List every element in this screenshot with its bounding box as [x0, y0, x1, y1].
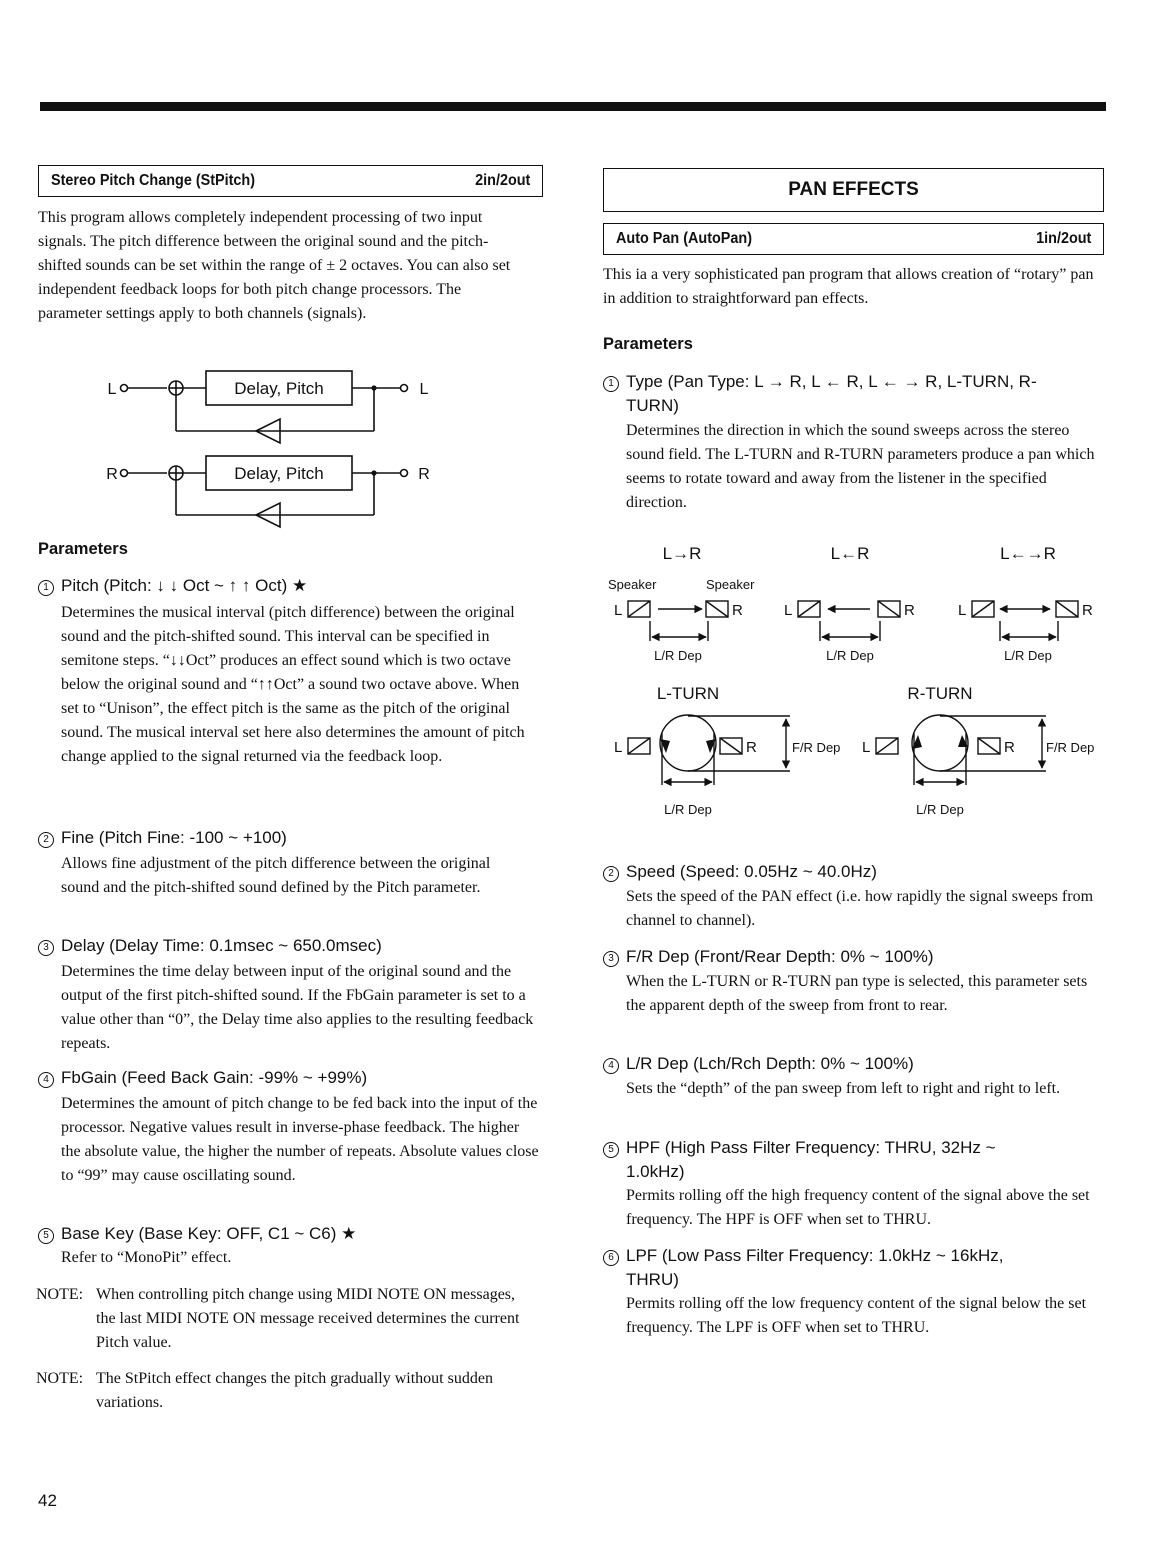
- diagram-block-r-label: Delay, Pitch: [234, 464, 324, 483]
- lr-depth-label-2: L/R Dep: [826, 648, 874, 663]
- lr-depth-label-5: L/R Dep: [916, 802, 964, 817]
- param-number-badge: 4: [603, 1058, 619, 1074]
- lrl-r-label: R: [1082, 602, 1093, 619]
- autopan-param-5-title: 5 HPF (High Pass Filter Frequency: THRU, 32Hz ~: [603, 1136, 996, 1160]
- stpitch-param-5-desc: Refer to “MonoPit” effect.: [61, 1249, 232, 1266]
- stpitch-param-5-title: 5 Base Key (Base Key: OFF, C1 ~ C6) ★: [38, 1222, 356, 1246]
- param-number-badge: 5: [603, 1142, 619, 1158]
- stpitch-param-2-title: 2 Fine (Pitch Fine: -100 ~ +100): [38, 826, 287, 850]
- diagram-out-l: L: [419, 381, 429, 398]
- autopan-param-2-desc: Sets the speed of the PAN effect (i.e. how rapidly the signal sweeps from channel to channel).: [626, 888, 1094, 929]
- diagram-in-l: L: [107, 381, 117, 398]
- stpitch-note-2: [36, 1367, 536, 1415]
- lr-depth-label-3: L/R Dep: [1004, 648, 1052, 663]
- stpitch-param-1-desc: Determines the musical interval (pitch difference) between the original sound and the pitch-shifted sound. This interval can be specified in semitone steps. “↓↓Oct” produces an effect sound which is two octave below the original sound and “↑↑Oct” a sound two octave above. When set to “Unison”, the effect pitch is the same as the pitch of the original sound. The musical interval set here also determines the amount of pitch change applied to the signal returned via the feedback loop.: [61, 604, 525, 765]
- speaker-label-right: Speaker: [706, 577, 755, 592]
- r-turn-title: R-TURN: [907, 684, 973, 703]
- lturn-l-label: L: [614, 739, 623, 756]
- stpitch-note-1: [36, 1283, 536, 1355]
- lr-l-label: L: [614, 602, 623, 619]
- pan-effects-section-title: PAN EFFECTS: [788, 179, 919, 200]
- stpitch-param-3-desc: Determines the time delay between input of the original sound and the output of the first pitch-shifted sound. If the FbGain parameter is set to a value other than “0”, the Delay time also applies to the resulting feedback repeats.: [61, 963, 534, 1052]
- stpitch-param-1-title: 1 Pitch (Pitch: ↓ ↓ Oct ~ ↑ ↑ Oct) ★: [38, 574, 307, 598]
- param-number-badge: 2: [38, 832, 54, 848]
- pan-type-diagram: [600, 535, 1100, 835]
- autopan-param-2-title: 2 Speed (Speed: 0.05Hz ~ 40.0Hz): [603, 860, 877, 884]
- param-number-badge: 3: [38, 940, 54, 956]
- diagram-block-l-label: Delay, Pitch: [234, 379, 324, 398]
- param-number-badge: 6: [603, 1250, 619, 1266]
- autopan-param-1-desc: Determines the direction in which the sound sweeps across the stereo sound field. The L-TURN and R-TURN parameters produce a pan which seems to rotate toward and away from the listener in the specified direction.: [626, 422, 1095, 511]
- autopan-param-6-desc: Permits rolling off the low frequency content of the signal below the set frequency. The LPF is OFF when set to THRU.: [626, 1295, 1087, 1336]
- top-rule: [40, 102, 1106, 111]
- param-number-badge: 1: [603, 376, 619, 392]
- autopan-param-6-title-cont: THRU): [626, 1270, 679, 1289]
- autopan-param-5-title-cont: 1.0kHz): [626, 1162, 685, 1181]
- lr-depth-label-4: L/R Dep: [664, 802, 712, 817]
- diagram-out-r: R: [418, 466, 430, 483]
- param-number-badge: 3: [603, 951, 619, 967]
- lturn-r-label: R: [746, 739, 757, 756]
- autopan-param-1-title: 1 Type (Pan Type: L → R, L ← R, L ← → R, L-TURN, R-: [603, 370, 1037, 394]
- pan-type-lrl: L←→R: [1000, 544, 1056, 563]
- pan-type-rl: L←R: [830, 544, 870, 563]
- fr-depth-label-1: F/R Dep: [792, 740, 841, 755]
- rturn-r-label: R: [1004, 739, 1015, 756]
- page-number: 42: [38, 1491, 57, 1510]
- rturn-l-label: L: [862, 739, 871, 756]
- stpitch-intro: This program allows completely independent processing of two input signals. The pitch difference between the original sound and the pitch-shifted sounds can be set within the range of ± 2 octaves. You can also set independent feedback loops for both pitch change processors. The parameter settings apply to both channels (signals).: [38, 209, 511, 322]
- autopan-param-3-desc: When the L-TURN or R-TURN pan type is selected, this parameter sets the apparent depth of the sweep from front to rear.: [626, 973, 1088, 1014]
- note-label: NOTE:: [36, 1286, 84, 1303]
- stpitch-block-diagram: [108, 355, 468, 525]
- fr-depth-label-2: F/R Dep: [1046, 740, 1095, 755]
- stpitch-header-title: Stereo Pitch Change (StPitch): [51, 172, 256, 189]
- autopan-param-4-title: 4 L/R Dep (Lch/Rch Depth: 0% ~ 100%): [603, 1052, 914, 1076]
- param-number-badge: 4: [38, 1072, 54, 1088]
- diagram-in-r: R: [106, 466, 118, 483]
- autopan-param-6-title: 6 LPF (Low Pass Filter Frequency: 1.0kHz ~ 16kHz,: [603, 1244, 1003, 1268]
- note-label: NOTE:: [36, 1370, 84, 1387]
- autopan-header-box: [603, 223, 1104, 255]
- pan-type-lr: L→R: [662, 544, 702, 563]
- pan-effects-section-box: [603, 168, 1104, 212]
- note-text: The StPitch effect changes the pitch gradually without sudden variations.: [96, 1370, 493, 1411]
- autopan-param-4-desc: Sets the “depth” of the pan sweep from left to right and right to left.: [626, 1080, 1061, 1097]
- stpitch-param-4-desc: Determines the amount of pitch change to be fed back into the input of the processor. Negative values result in inverse-phase feedback. The higher the absolute value, the higher the number of repeats. Absolute values close to “99” may cause oscillating sound.: [61, 1095, 539, 1184]
- autopan-header-title: Auto Pan (AutoPan): [616, 230, 752, 247]
- autopan-parameters-heading: Parameters: [603, 335, 693, 353]
- speaker-label-left: Speaker: [608, 577, 657, 592]
- param-number-badge: 1: [38, 580, 54, 596]
- autopan-param-3-title: 3 F/R Dep (Front/Rear Depth: 0% ~ 100%): [603, 945, 934, 969]
- lr-depth-label-1: L/R Dep: [654, 648, 702, 663]
- param-number-badge: 2: [603, 866, 619, 882]
- stpitch-param-2-desc: Allows fine adjustment of the pitch difference between the original sound and the pitch-shifted sound defined by the Pitch parameter.: [61, 855, 491, 896]
- lrl-l-label: L: [958, 602, 967, 619]
- stpitch-param-4-title: 4 FbGain (Feed Back Gain: -99% ~ +99%): [38, 1066, 367, 1090]
- note-text: When controlling pitch change using MIDI NOTE ON messages, the last MIDI NOTE ON message received determines the current Pitch value.: [96, 1286, 520, 1351]
- stpitch-header-box: [38, 165, 543, 197]
- l-turn-title: L-TURN: [656, 684, 720, 703]
- autopan-header-io: 1in/2out: [1035, 230, 1091, 247]
- autopan-param-5-desc: Permits rolling off the high frequency content of the signal above the set frequency. The HPF is OFF when set to THRU.: [626, 1187, 1090, 1228]
- lr-r-label: R: [732, 602, 743, 619]
- stpitch-header-io: 2in/2out: [474, 172, 530, 189]
- param-number-badge: 5: [38, 1228, 54, 1244]
- stpitch-param-3-title: 3 Delay (Delay Time: 0.1msec ~ 650.0msec): [38, 934, 382, 958]
- rl-l-label: L: [784, 602, 793, 619]
- autopan-intro: This ia a very sophisticated pan program that allows creation of “rotary” pan in addition to straightforward pan effects.: [603, 266, 1094, 307]
- stpitch-parameters-heading: Parameters: [38, 540, 128, 558]
- rl-r-label: R: [904, 602, 915, 619]
- autopan-param-1-title-cont: TURN): [626, 396, 679, 415]
